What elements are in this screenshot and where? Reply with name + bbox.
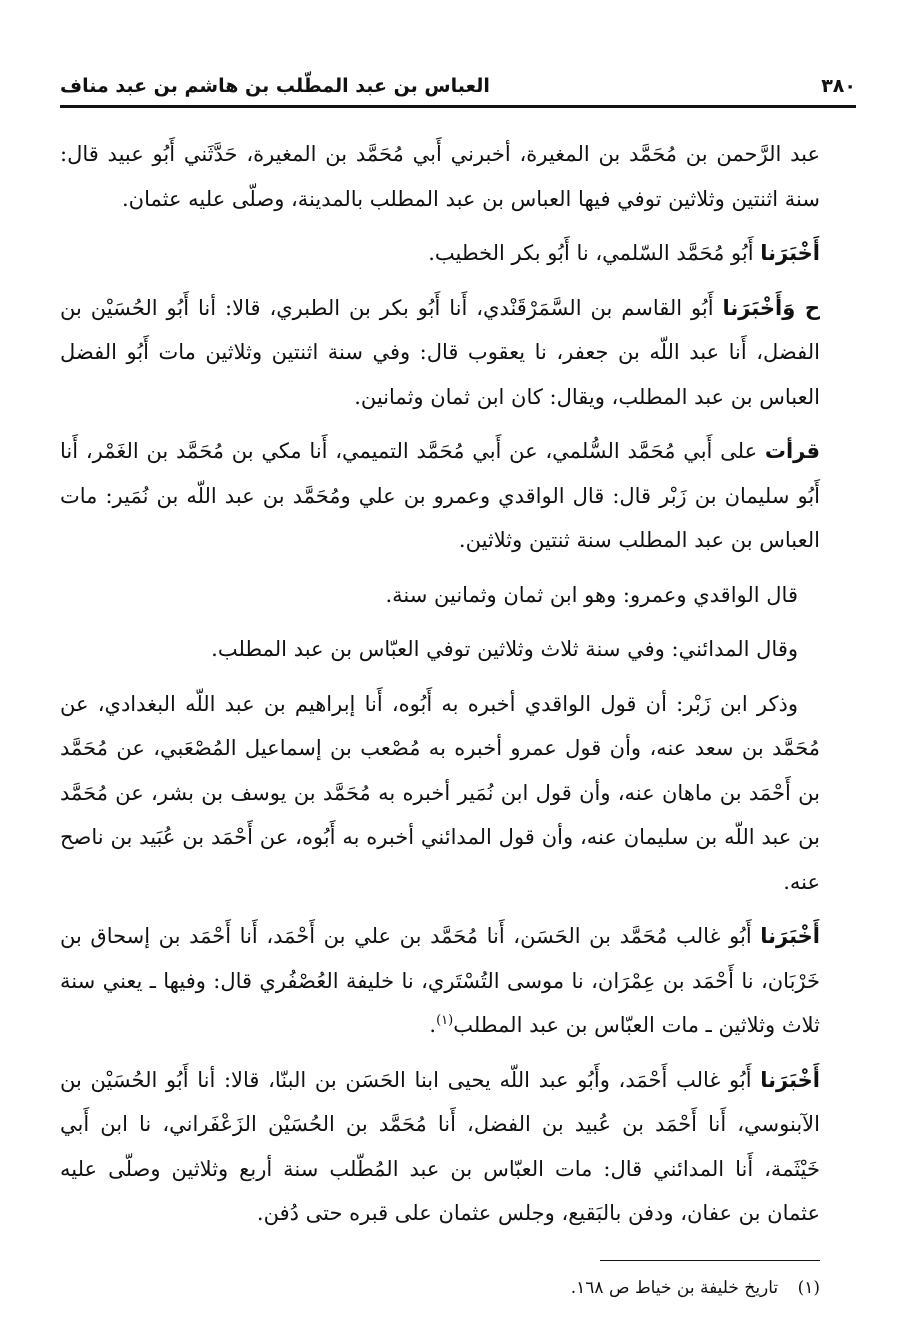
transmission-keyword: ح وَأَخْبَرَنا	[722, 295, 820, 320]
page-header	[60, 70, 856, 102]
paragraph	[60, 132, 820, 221]
main-text	[60, 132, 820, 1246]
footnote-number: (١)	[797, 1278, 820, 1298]
transmission-keyword: قرأت	[764, 439, 820, 463]
paragraph	[60, 429, 820, 563]
paragraph	[60, 1058, 820, 1236]
running-title: العباس بن عبد المطّلب بن هاشم بن عبد مناف	[60, 75, 490, 97]
paragraph	[60, 914, 820, 1048]
transmission-keyword: أَخْبَرَنا	[760, 241, 820, 265]
footnote-rule	[600, 1260, 820, 1261]
paragraph-text: أَبُو القاسم بن السَّمَرْقَنْدي، أَنا أَبُو بكر بن الطبري، قالا: أنا أَبُو الحُسَيْن بن الفضل، أَنا عبد اللّه بن جعفر، نا يعقوب قال: وفي سنة اثنتين وثلاثين مات أَبُو الفضل العباس بن عبد المطلب، ويقال: كان ابن ثمان وثمانين.	[60, 295, 820, 409]
footnote-text: تاريخ خليفة بن خياط ص ١٦٨.	[570, 1278, 779, 1298]
footnote	[60, 1275, 820, 1301]
paragraph-text: عبد الرَّحمن بن مُحَمَّد بن المغيرة، أخبرني أَبي مُحَمَّد بن المغيرة، حَدَّثَني أَبُو عبيد قال: سنة اثنتين وثلاثين توفي فيها العباس بن عبد المطلب بالمدينة، وصلّى عليه عثمان.	[60, 142, 820, 211]
paragraph	[60, 627, 820, 672]
paragraph-text: أَبُو مُحَمَّد السّلمي، نا أَبُو بكر الخطيب.	[428, 241, 761, 265]
transmission-keyword: أَخْبَرَنا	[760, 1067, 820, 1092]
header-rule	[60, 105, 856, 108]
transmission-keyword: أَخْبَرَنا	[760, 924, 820, 948]
paragraph	[60, 573, 820, 618]
paragraph	[60, 231, 820, 276]
paragraph-text: على أَبي مُحَمَّد السُّلمي، عن أَبي مُحَمَّد التميمي، أَنا مكي بن مُحَمَّد بن الغَمْر، أَنا أَبُو سليمان بن زَبْر قال: قال الواقدي وعمرو بن علي ومُحَمَّد بن عبد اللّه بن نُمَير: مات العباس بن عبد المطلب سنة ثنتين وثلاثين.	[60, 439, 820, 552]
page-number: ٣٨٠	[821, 75, 856, 97]
footnote-reference[interactable]: (١)	[436, 1013, 454, 1028]
paragraph-text: أَبُو غالب أَحْمَد، وأَبُو عبد اللّه يحيى ابنا الحَسَن بن البنّا، قالا: أنا أَبُو الحُسَيْن بن الآبنوسي، أَنا أَحْمَد بن عُبيد بن الفضل، أَنا مُحَمَّد بن الحُسَيْن الزَعْفَراني، نا ابن أَبي خَيْثَمة، أَنا المدائني قال: مات العبّاس بن عبد المُطّلب سنة أربع وثلاثين وصلّى عليه عثمان بن عفان، ودفن بالبَقيع، وجلس عثمان على قبره حتى دُفن.	[60, 1067, 820, 1225]
paragraph	[60, 682, 820, 905]
paragraph-text: وذكر ابن زَبْر: أن قول الواقدي أخبره به أَبُوه، أَنا إبراهيم بن عبد اللّه البغدادي، عن مُحَمَّد بن سعد عنه، وأن قول عمرو أخبره به مُصْعب بن إسماعيل المُصْعَبي، عن مُحَمَّد بن أَحْمَد بن ماهان عنه، وأن قول ابن نُمَير أخبره به مُحَمَّد بن يوسف بن بشر، عن مُحَمَّد بن عبد اللّه بن سليمان عنه، وأن قول المدائني أخبره به أَبُوه، عن أَحْمَد بن عُبَيد بن ناصح عنه.	[60, 691, 820, 894]
paragraph-text: وقال المدائني: وفي سنة ثلاث وثلاثين توفي العبّاس بن عبد المطلب.	[211, 637, 798, 661]
paragraph	[60, 286, 820, 420]
paragraph-text: قال الواقدي وعمرو: وهو ابن ثمان وثمانين سنة.	[385, 582, 798, 607]
paragraph-text: .	[429, 1013, 437, 1037]
paragraph-text: أَبُو غالب مُحَمَّد بن الحَسَن، أَنا مُحَمَّد بن علي بن أَحْمَد، أَنا أَحْمَد بن إسحاق بن خَرْبَان، نا أَحْمَد بن عِمْرَان، نا موسى التُسْتَري، نا خليفة العُصْفُري قال: وفيها ـ يعني سنة ثلاث وثلاثين ـ مات العبّاس بن عبد المطلب	[60, 924, 820, 1037]
